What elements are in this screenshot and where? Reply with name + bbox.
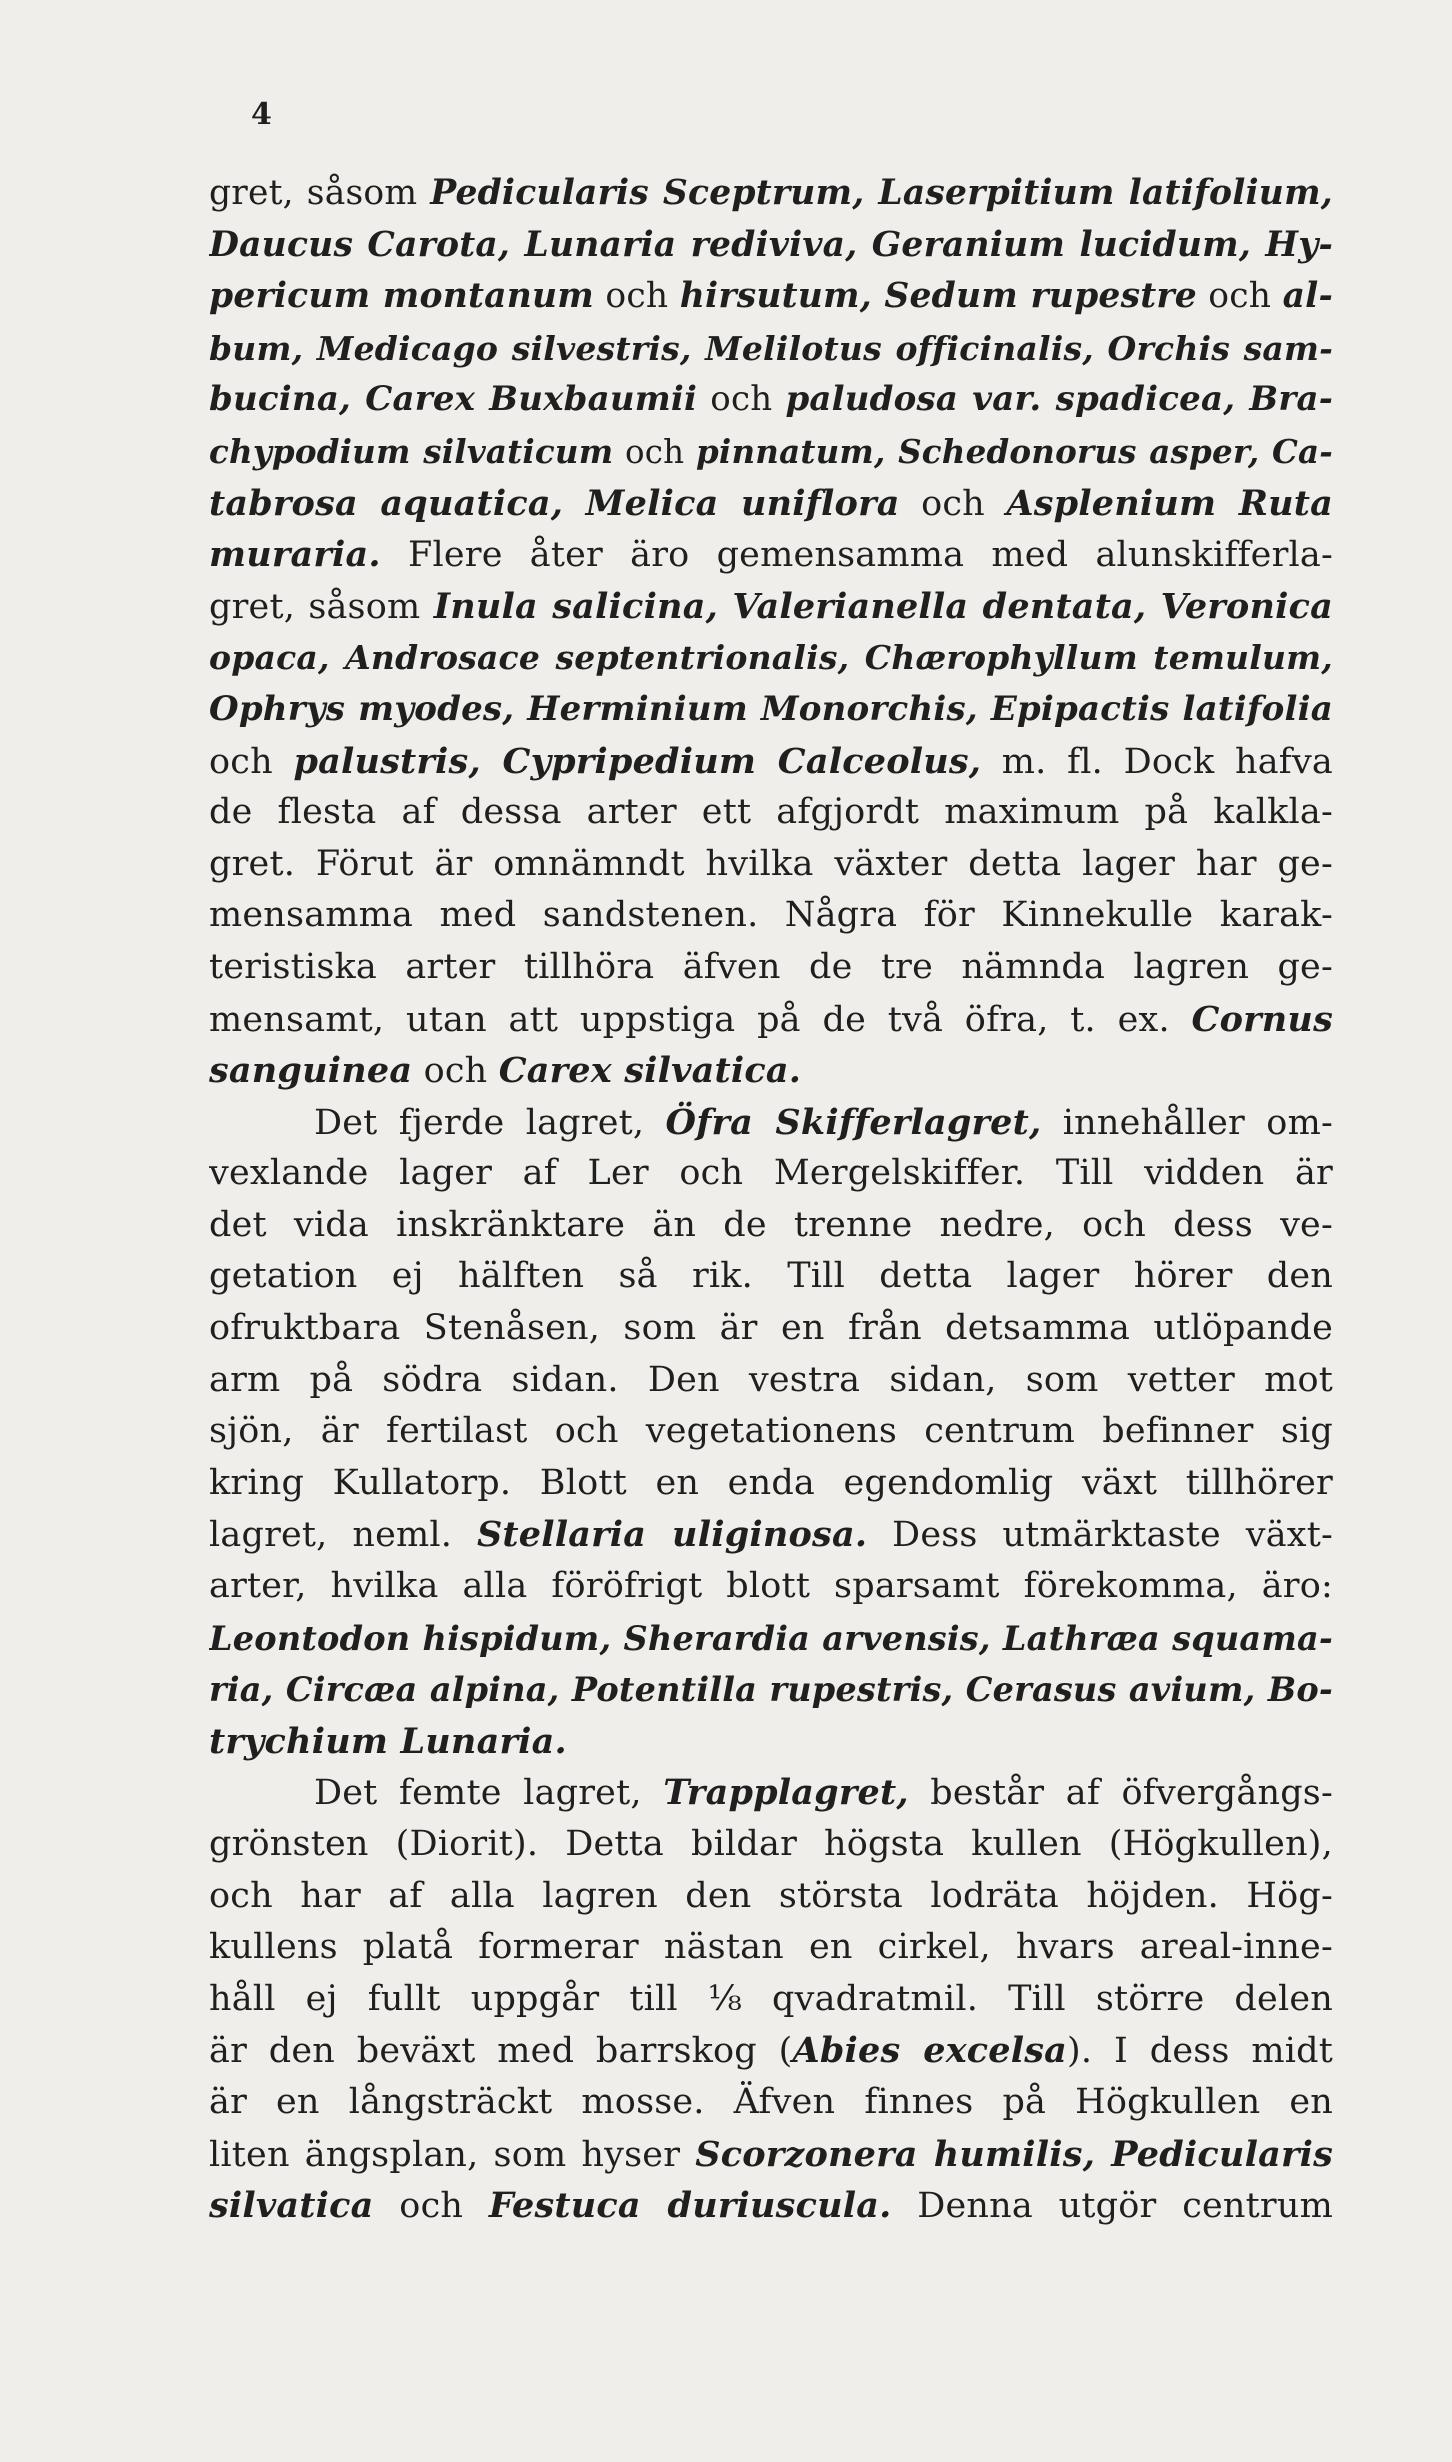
text-line bbox=[209, 1716, 1333, 1768]
italic-term: pinnatum, Schedonorus asper, Ca- bbox=[695, 431, 1333, 471]
text-segment: arter, hvilka alla föröfrigt blott sparsamt förekomma, äro: bbox=[209, 1566, 1333, 1607]
italic-term: paludosa var. spadicea, Bra- bbox=[785, 379, 1333, 420]
italic-term: Trapplagret, bbox=[663, 1772, 909, 1814]
text-line bbox=[209, 736, 1333, 788]
text-line bbox=[209, 1509, 1333, 1561]
italic-term: Abies excelsa bbox=[792, 2030, 1068, 2072]
italic-term: bucina, Carex Buxbaumii bbox=[209, 379, 698, 420]
text-line bbox=[209, 168, 1333, 220]
text-segment: ). I dess midt bbox=[1067, 2031, 1333, 2072]
italic-term: chypodium silvaticum bbox=[209, 431, 614, 471]
text-segment: är en långsträckt mosse. Äfven finnes på Högkullen en bbox=[209, 2081, 1333, 2122]
text-line bbox=[209, 1561, 1333, 1613]
text-line bbox=[209, 839, 1333, 891]
text-line bbox=[209, 323, 1333, 375]
text-line bbox=[209, 529, 1333, 581]
text-line bbox=[209, 1355, 1333, 1407]
text-segment: vexlande lager af Ler och Mergelskiffer. Till vidden är bbox=[209, 1153, 1333, 1194]
italic-term: hirsutum, Sedum rupestre bbox=[679, 276, 1197, 317]
text-segment: och bbox=[697, 379, 786, 420]
text-segment: och bbox=[593, 276, 680, 317]
text-line bbox=[209, 1819, 1333, 1871]
text-line bbox=[209, 2025, 1333, 2077]
text-line bbox=[209, 1974, 1333, 2026]
italic-term: muraria. bbox=[209, 534, 381, 576]
text-segment: kring Kullatorp. Blott en enda egendomlig växt tillhörer bbox=[209, 1462, 1333, 1503]
text-line bbox=[209, 426, 1333, 478]
text-segment: teristiska arter tillhöra äfven de tre nämnda lagren ge- bbox=[209, 946, 1333, 987]
text-line bbox=[209, 1767, 1333, 1819]
text-line bbox=[209, 994, 1333, 1046]
text-segment: det vida inskränktare än de trenne nedre, och dess ve- bbox=[209, 1204, 1333, 1245]
text-segment: innehåller om- bbox=[1041, 1102, 1333, 1143]
italic-term: bum, Medicago silvestris, Melilotus officinalis, Orchis sam- bbox=[209, 328, 1333, 368]
italic-term: Öfra Skifferlagret, bbox=[665, 1101, 1042, 1143]
text-segment: gret, såsom bbox=[209, 173, 431, 213]
text-segment: och bbox=[899, 483, 1007, 524]
text-segment: Det femte lagret, bbox=[314, 1773, 664, 1814]
text-segment: gret, såsom bbox=[209, 586, 434, 627]
text-segment: Dess utmärktaste växt- bbox=[867, 1515, 1333, 1556]
text-segment: och bbox=[613, 432, 696, 471]
italic-term: trychium Lunaria. bbox=[209, 1720, 567, 1762]
text-line bbox=[209, 1251, 1333, 1303]
text-segment: och bbox=[373, 2186, 489, 2227]
italic-term: al- bbox=[1282, 276, 1333, 317]
italic-term: pericum montanum bbox=[209, 276, 594, 317]
text-line bbox=[209, 1097, 1333, 1149]
text-segment: består af öfvergångs- bbox=[908, 1773, 1333, 1814]
italic-term: Inula salicina, Valerianella dentata, Veronica bbox=[433, 585, 1333, 627]
italic-term: Daucus Carota, Lunaria rediviva, Geranium lucidum, Hy- bbox=[209, 224, 1333, 265]
text-line bbox=[209, 581, 1333, 633]
text-segment: och bbox=[209, 741, 294, 782]
text-line bbox=[209, 1664, 1333, 1716]
italic-term: Scorzonera humilis, Pedicularis bbox=[695, 2133, 1333, 2175]
italic-term: Leontodon hispidum, Sherardia arvensis, Lathræa squama- bbox=[209, 1618, 1333, 1658]
text-line bbox=[209, 942, 1333, 994]
text-line bbox=[209, 478, 1333, 530]
italic-term: opaca, Androsace septentrionalis, Chærophyllum temulum, bbox=[209, 638, 1333, 678]
text-line bbox=[209, 2129, 1333, 2181]
italic-term: Festuca duriuscula. bbox=[488, 2185, 892, 2227]
text-segment: och har af alla lagren den största lodräta höjden. Hög- bbox=[209, 1875, 1333, 1916]
text-line bbox=[209, 271, 1333, 323]
body-text bbox=[209, 168, 1333, 2232]
italic-term: palustris, Cypripedium Calceolus, bbox=[293, 740, 982, 782]
italic-term: Pedicularis Sceptrum, Laserpitium latifolium, bbox=[430, 173, 1333, 213]
text-line bbox=[209, 1922, 1333, 1974]
text-line bbox=[209, 2077, 1333, 2129]
text-line bbox=[209, 1458, 1333, 1510]
text-line bbox=[209, 1613, 1333, 1665]
text-segment: Denna utgör centrum bbox=[891, 2186, 1333, 2227]
italic-term: sanguinea bbox=[209, 1050, 413, 1092]
italic-term: Stellaria uliginosa. bbox=[476, 1514, 868, 1556]
italic-term: silvatica bbox=[209, 2185, 374, 2227]
text-segment: mensamt, utan att uppstiga på de två öfra, t. ex. bbox=[209, 999, 1192, 1040]
page-number: 4 bbox=[251, 97, 272, 132]
italic-term: tabrosa aquatica, Melica uniflora bbox=[209, 482, 900, 524]
text-segment: m. fl. Dock hafva bbox=[981, 741, 1333, 782]
text-segment: arm på södra sidan. Den vestra sidan, som vetter mot bbox=[209, 1359, 1333, 1400]
text-segment: är den beväxt med barrskog ( bbox=[209, 2031, 793, 2072]
text-line bbox=[209, 374, 1333, 426]
italic-term: Asplenium Ruta bbox=[1006, 482, 1333, 524]
text-line bbox=[209, 890, 1333, 942]
text-segment: de flesta af dessa arter ett afgjordt maximum på kalkla- bbox=[209, 792, 1333, 833]
italic-term: Ophrys myodes, Herminium Monorchis, Epipactis latifolia bbox=[209, 688, 1333, 729]
text-segment: ofruktbara Stenåsen, som är en från detsamma utlöpande bbox=[209, 1308, 1333, 1349]
text-line bbox=[209, 632, 1333, 684]
text-segment: mensamma med sandstenen. Några för Kinnekulle karak- bbox=[209, 895, 1333, 936]
text-segment: liten ängsplan, som hyser bbox=[209, 2134, 696, 2175]
text-segment: och bbox=[1196, 276, 1283, 317]
text-segment: gret. Förut är omnämndt hvilka växter detta lager har ge- bbox=[209, 843, 1333, 884]
text-line bbox=[209, 1200, 1333, 1252]
text-line bbox=[209, 220, 1333, 272]
text-line bbox=[209, 1871, 1333, 1923]
text-segment: och bbox=[412, 1051, 499, 1092]
italic-term: Carex silvatica. bbox=[498, 1050, 802, 1092]
text-segment: håll ej fullt uppgår till ⅛ qvadratmil. Till större delen bbox=[209, 1978, 1333, 2019]
italic-term: ria, Circæa alpina, Potentilla rupestris, Cerasus avium, Bo- bbox=[209, 1670, 1333, 1710]
text-line bbox=[209, 1045, 1333, 1097]
text-segment: lagret, neml. bbox=[209, 1515, 477, 1556]
text-segment: getation ej hälften så rik. Till detta lager hörer den bbox=[209, 1256, 1333, 1297]
text-line bbox=[209, 787, 1333, 839]
text-line bbox=[209, 684, 1333, 736]
text-line bbox=[209, 1148, 1333, 1200]
text-segment: Flere åter äro gemensamma med alunskifferla- bbox=[380, 535, 1333, 576]
text-segment: Det fjerde lagret, bbox=[314, 1102, 666, 1143]
text-segment: sjön, är fertilast och vegetationens centrum befinner sig bbox=[209, 1411, 1333, 1452]
text-segment: grönsten (Diorit). Detta bildar högsta kullen (Högkullen), bbox=[209, 1824, 1333, 1864]
text-line bbox=[209, 1303, 1333, 1355]
text-line bbox=[209, 2180, 1333, 2232]
text-line bbox=[209, 1406, 1333, 1458]
text-segment: kullens platå formerar nästan en cirkel, hvars areal-inne- bbox=[209, 1927, 1333, 1968]
italic-term: Cornus bbox=[1191, 998, 1333, 1040]
